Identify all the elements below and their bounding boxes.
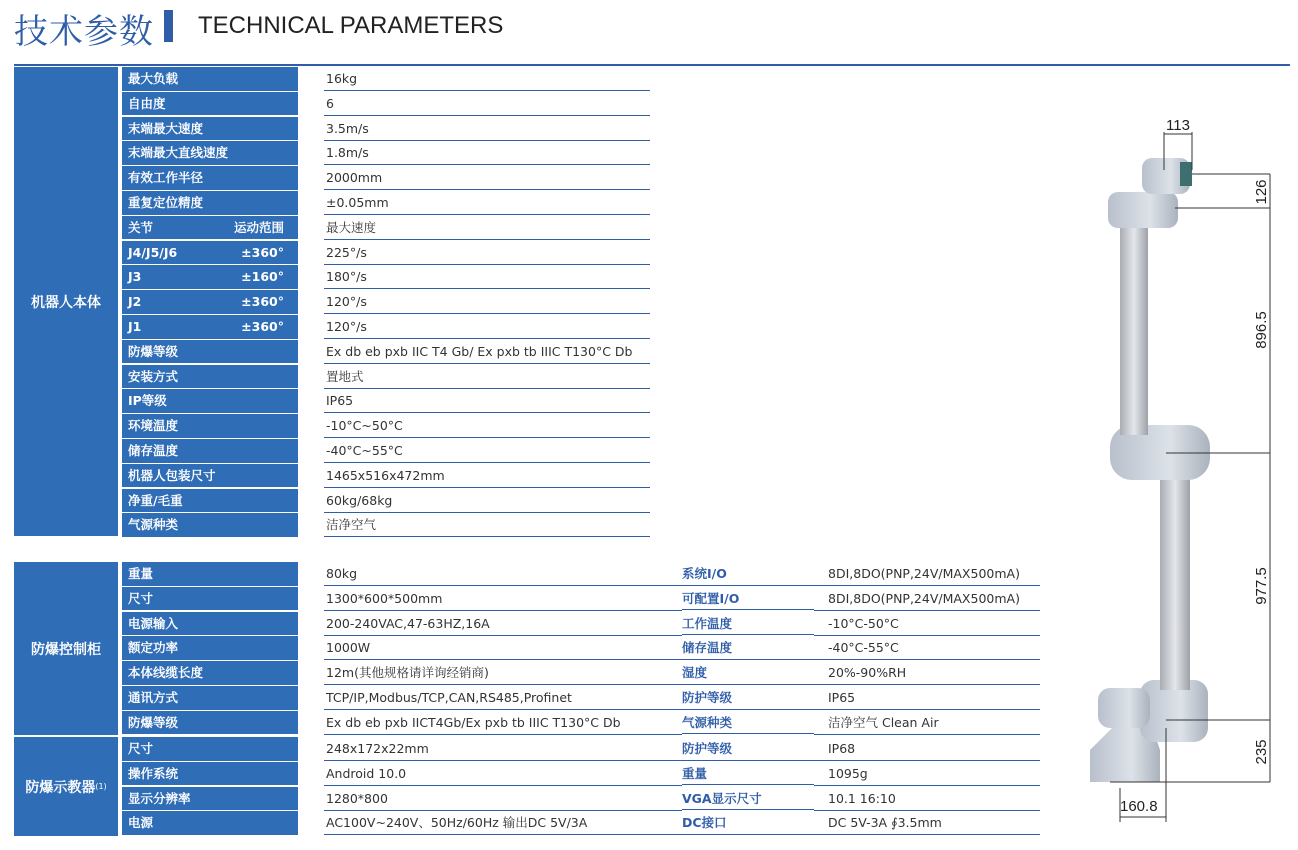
param-value-secondary: 8DI,8DO(PNP,24V/MAX500mA) xyxy=(814,587,1040,611)
param-value: 置地式 xyxy=(324,365,650,389)
param-value: 3.5m/s xyxy=(324,117,650,141)
param-key xyxy=(122,711,298,735)
pendant-label-text: 防爆示教器 xyxy=(25,779,96,796)
table-row xyxy=(14,191,1054,216)
param-value: 2000mm xyxy=(324,166,650,190)
table-row xyxy=(14,315,1054,340)
param-value: 180°/s xyxy=(324,265,650,289)
table-row xyxy=(14,787,1054,812)
param-key xyxy=(122,587,298,611)
param-value: ±0.05mm xyxy=(324,191,650,215)
param-value: IP65 xyxy=(324,389,650,413)
param-key-text: 重量 xyxy=(128,566,154,581)
param-key xyxy=(122,562,298,586)
param-value: TCP/IP,Modbus/TCP,CAN,RS485,Profinet xyxy=(324,686,682,710)
top-rule xyxy=(14,64,1290,66)
param-key xyxy=(122,464,298,488)
param-key xyxy=(122,241,298,265)
table-row xyxy=(14,464,1054,489)
table-row xyxy=(14,241,1054,266)
table-row xyxy=(14,290,1054,315)
param-key-text: 机器人包装尺寸 xyxy=(128,467,216,483)
param-key-text: 储存温度 xyxy=(128,443,179,458)
param-key-text: 安装方式 xyxy=(128,368,179,384)
table-row xyxy=(14,265,1054,290)
param-key xyxy=(122,389,298,413)
param-value: 1000W xyxy=(324,636,682,660)
param-key-text: 环境温度 xyxy=(128,418,179,434)
param-value: 120°/s xyxy=(324,315,650,339)
param-key xyxy=(122,315,298,339)
dim-base-width: 160.8 xyxy=(1120,798,1158,815)
param-value: 248x172x22mm xyxy=(324,737,682,761)
param-key-text: 操作系统 xyxy=(128,765,179,781)
param-value: 12m(其他规格请详询经销商) xyxy=(324,661,682,685)
table-row xyxy=(14,762,1054,787)
param-key-text: 末端最大速度 xyxy=(128,120,204,136)
table-row xyxy=(14,612,1054,637)
param-value-secondary: -10°C-50°C xyxy=(814,612,1040,636)
param-value: Ex db eb pxb IIC T4 Gb/ Ex pxb tb IIIC T130°C Db xyxy=(324,340,650,364)
table-row xyxy=(14,489,1054,514)
param-key xyxy=(122,166,298,190)
param-key-secondary: 重量 xyxy=(682,762,814,786)
param-range-text: ±160° xyxy=(241,269,284,285)
param-value: AC100V~240V、50Hz/60Hz 输出DC 5V/3A xyxy=(324,811,682,835)
page-title-cn: 技术参数 xyxy=(14,12,154,52)
param-value: 120°/s xyxy=(324,290,650,314)
param-value-secondary: -40°C-55°C xyxy=(814,636,1040,660)
param-value: -10°C~50°C xyxy=(324,414,650,438)
param-key xyxy=(122,787,298,811)
pendant-label-sup: (1) xyxy=(95,782,107,791)
cabinet-label: 防爆控制柜 xyxy=(14,562,118,735)
table-row xyxy=(14,414,1054,439)
param-key xyxy=(122,117,298,141)
param-key xyxy=(122,67,298,91)
param-value: 6 xyxy=(324,92,650,116)
param-key-text: 自由度 xyxy=(128,95,166,111)
param-key-secondary: 防护等级 xyxy=(682,737,814,761)
param-value-secondary: 20%-90%RH xyxy=(814,661,1040,685)
table-row xyxy=(14,166,1054,191)
param-value: 洁净空气 xyxy=(324,513,650,537)
param-key xyxy=(122,216,298,240)
param-key-text: 额定功率 xyxy=(128,640,179,656)
param-key xyxy=(122,340,298,364)
table-row xyxy=(14,340,1054,365)
param-key xyxy=(122,290,298,314)
param-range-text: ±360° xyxy=(241,294,284,310)
param-key xyxy=(122,141,298,165)
robot-body-label: 机器人本体 xyxy=(14,67,118,536)
param-value: -40°C~55°C xyxy=(324,439,650,463)
robot-base-shoulder xyxy=(1098,688,1150,728)
param-key-text: 防爆等级 xyxy=(128,714,179,730)
param-key-text: 电源输入 xyxy=(128,615,179,631)
param-key xyxy=(122,265,298,289)
table-row xyxy=(14,117,1054,142)
param-value-secondary: 10.1 16:10 xyxy=(814,787,1040,811)
param-range-text: ±360° xyxy=(241,319,284,334)
param-value: 1465x516x472mm xyxy=(324,464,650,488)
table-row xyxy=(14,67,1054,92)
param-key-text: J2 xyxy=(128,294,142,310)
param-key xyxy=(122,811,298,835)
param-key-secondary: 可配置I/O xyxy=(682,587,814,611)
param-key-text: 气源种类 xyxy=(128,517,179,533)
param-key xyxy=(122,365,298,389)
robot-wrist-1 xyxy=(1108,192,1178,228)
table-row xyxy=(14,216,1054,241)
param-key xyxy=(122,414,298,438)
param-key-text: 本体线缆长度 xyxy=(128,665,204,681)
param-key-text: 防爆等级 xyxy=(128,343,179,359)
param-key-secondary: 防护等级 xyxy=(682,686,814,710)
param-value: Ex db eb pxb IICT4Gb/Ex pxb tb IIIC T130°C Db xyxy=(324,711,682,735)
robot-upper-arm xyxy=(1120,220,1148,435)
param-key xyxy=(122,612,298,636)
param-key-text: 净重/毛重 xyxy=(128,492,183,508)
param-key-text: 显示分辨率 xyxy=(128,790,191,806)
param-key-text: J4/J5/J6 xyxy=(128,244,178,260)
param-key xyxy=(122,513,298,537)
param-key xyxy=(122,489,298,513)
dim-977-5: 977.5 xyxy=(1253,567,1270,605)
param-key-secondary: VGA显示尺寸 xyxy=(682,787,814,811)
param-key xyxy=(122,762,298,786)
table-row xyxy=(14,737,1054,762)
param-key-text: 重复定位精度 xyxy=(128,195,204,210)
param-key-text: 末端最大直线速度 xyxy=(128,145,229,161)
param-value-secondary: 8DI,8DO(PNP,24V/MAX500mA) xyxy=(814,562,1040,586)
table-row xyxy=(14,92,1054,117)
param-value: 80kg xyxy=(324,562,682,586)
table-row xyxy=(14,686,1054,711)
param-key xyxy=(122,737,298,761)
robot-lower-arm xyxy=(1160,460,1190,690)
param-key-secondary: DC接口 xyxy=(682,811,814,835)
param-key-text: IP等级 xyxy=(128,393,167,409)
dim-top-width: 113 xyxy=(1166,117,1190,134)
param-key xyxy=(122,661,298,685)
param-key-text: 最大负载 xyxy=(128,71,179,86)
robot-arm-drawing xyxy=(1080,110,1290,830)
table-row xyxy=(14,587,1054,612)
param-key-text: J1 xyxy=(128,319,142,334)
param-value: 225°/s xyxy=(324,241,650,265)
param-key-text: J3 xyxy=(128,269,142,285)
table-row xyxy=(14,141,1054,166)
param-value: 60kg/68kg xyxy=(324,489,650,513)
dim-896-5: 896.5 xyxy=(1253,311,1270,349)
param-key xyxy=(122,439,298,463)
table-row xyxy=(14,661,1054,686)
param-value-secondary: DC 5V-3A ∮3.5mm xyxy=(814,811,1040,835)
param-key-text: 尺寸 xyxy=(128,590,154,606)
param-key-text: 通讯方式 xyxy=(128,690,179,705)
table-row xyxy=(14,711,1054,736)
table-row xyxy=(14,389,1054,414)
table-row xyxy=(14,562,1054,587)
dim-126: 126 xyxy=(1253,179,1270,205)
table-row xyxy=(14,636,1054,661)
param-value-secondary: IP65 xyxy=(814,686,1040,710)
param-range-text: 运动范围 xyxy=(233,219,284,235)
table-row xyxy=(14,365,1054,390)
dim-235: 235 xyxy=(1253,739,1270,765)
table-row xyxy=(14,439,1054,464)
title-divider-bar xyxy=(164,10,173,42)
param-key-text: 关节 xyxy=(128,219,154,235)
param-value: 16kg xyxy=(324,67,650,91)
param-range-text: ±360° xyxy=(241,244,284,260)
param-key-secondary: 工作温度 xyxy=(682,612,814,636)
param-value: Android 10.0 xyxy=(324,762,682,786)
param-key-secondary: 气源种类 xyxy=(682,711,814,735)
param-value: 1.8m/s xyxy=(324,141,650,165)
param-key-text: 电源 xyxy=(128,815,154,831)
param-key-secondary: 湿度 xyxy=(682,661,814,685)
robot-flange xyxy=(1180,162,1192,186)
param-key-secondary: 系统I/O xyxy=(682,562,814,586)
table-row xyxy=(14,811,1054,836)
param-value: 最大速度 xyxy=(324,216,650,240)
param-key xyxy=(122,686,298,710)
table-row xyxy=(14,513,1054,538)
param-key-text: 尺寸 xyxy=(128,741,154,756)
param-key xyxy=(122,92,298,116)
param-key xyxy=(122,191,298,215)
param-value-secondary: 洁净空气 Clean Air xyxy=(814,711,1040,735)
param-key-text: 有效工作半径 xyxy=(128,170,204,186)
param-value: 200-240VAC,47-63HZ,16A xyxy=(324,612,682,636)
param-value-secondary: 1095g xyxy=(814,762,1040,786)
page-title-en: TECHNICAL PARAMETERS xyxy=(198,12,504,39)
param-key xyxy=(122,636,298,660)
param-value: 1280*800 xyxy=(324,787,682,811)
param-value-secondary: IP68 xyxy=(814,737,1040,761)
param-key-secondary: 储存温度 xyxy=(682,636,814,660)
param-value: 1300*600*500mm xyxy=(324,587,682,611)
